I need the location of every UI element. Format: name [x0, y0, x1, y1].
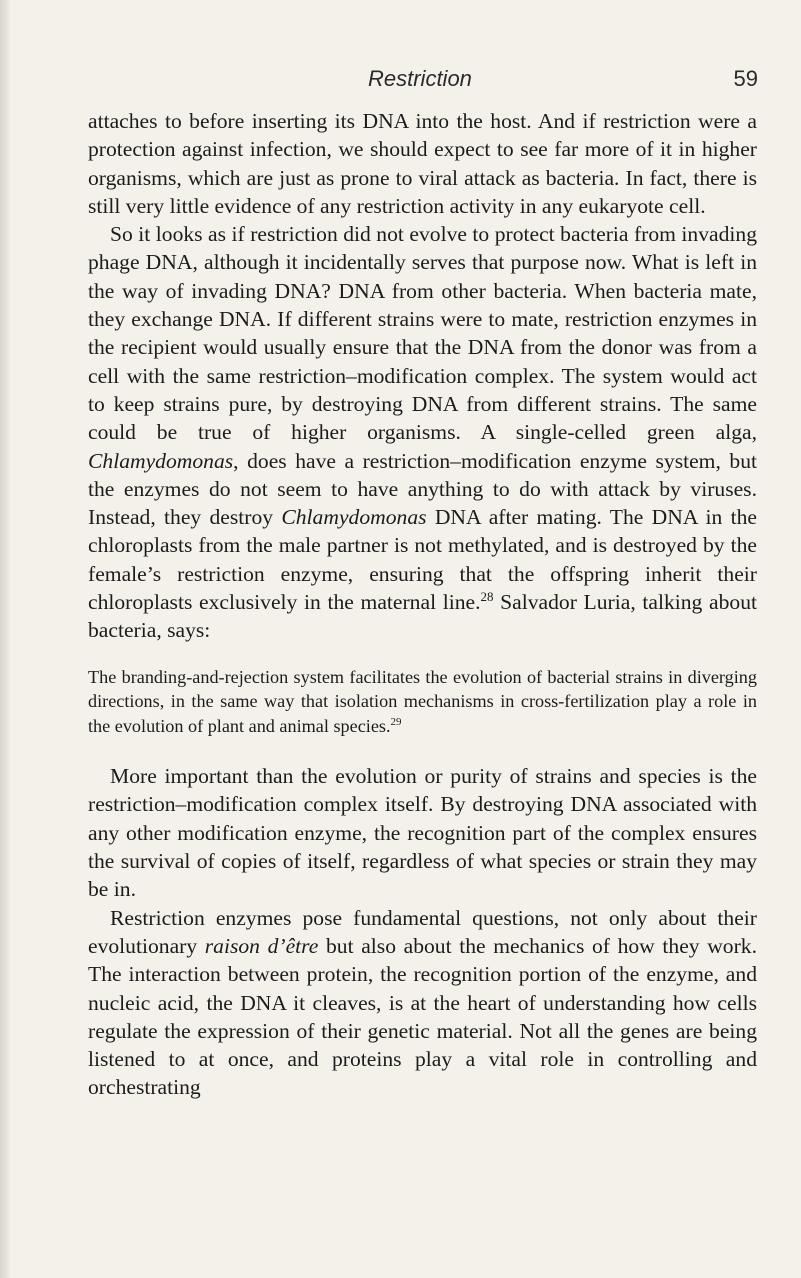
paragraph-restriction-purpose: [88, 220, 757, 644]
paragraph-continuation: attaches to before inserting its DNA into the host. And if restriction were a protection against infection, we should expect to see far more of it in higher organisms, which are just as prone to viral attack as bacteria. In fact, there is still very little evidence of any restriction activity in any eukaryote cell.: [88, 109, 757, 218]
text-run: Restriction enzymes pose fundamental questions, not only about their evolutionary: [88, 905, 757, 958]
paragraph-protein-dna: [88, 904, 757, 1102]
species-name: Chlamydomonas: [281, 505, 427, 530]
quote-text: The branding-and-rejection system facilitates the evolution of bacterial strains in diverging directions, in the same way that isolation mechanisms in cross-fertilization play a role in the evolution of plant and animal species.: [88, 666, 757, 736]
text-run: but also about the mechanics of how they work. The interaction between protein, the recognition portion of the enzyme, and nucleic acid, the DNA it cleaves, is at the heart of understanding how cells regulate the expression of their genetic material. Not all the genes are being listened to at once, and proteins play a vital role in controlling and orchestrating: [88, 933, 757, 1100]
text-run: DNA after mating. The DNA in the chloroplasts from the male partner is not methylated, and is destroyed by the female’s restriction enzyme, ensuring that the offspring inherit their chloroplasts exclusively in the maternal line.: [88, 505, 757, 615]
italic-phrase: raison d’être: [204, 933, 319, 958]
page-number: 59: [733, 66, 758, 91]
paragraph-complex-survival: [88, 762, 757, 903]
block-quote: [88, 665, 757, 739]
running-head: Restriction: [368, 66, 472, 91]
page-header: [88, 66, 758, 102]
species-name: Chlamydomonas: [88, 448, 234, 473]
page-binding-edge: [0, 0, 10, 1278]
body-text: [88, 107, 757, 1102]
text-run: , does have a restriction–modification enzyme system, but the enzymes do not seem to have anything to do with attack by viruses. Instead, they destroy: [88, 448, 757, 530]
text-run: So it looks as if restriction did not evolve to protect bacteria from invading phage DNA, although it incidentally serves that purpose now. What is left in the way of invading DNA? DNA from other bacteria. When bacteria mate, they exchange DNA. If different strains were to mate, restriction enzymes in the recipient would usually ensure that the DNA from the donor was from a cell with the same restriction–modification complex. The system would act to keep strains pure, by destroying DNA from different strains. The same could be true of higher organisms. A single-celled green alga,: [88, 222, 757, 445]
footnote-ref: 29: [390, 715, 402, 728]
text-run: Salvador Luria, talking about bacteria, says:: [88, 590, 757, 643]
text-run: More important than the evolution or purity of strains and species is the restriction–modification complex itself. By destroying DNA associated with any other modification enzyme, the recognition part of the complex ensures the survival of copies of itself, regardless of what species or strain they may be in.: [88, 764, 757, 902]
footnote-ref: 28: [480, 588, 494, 604]
